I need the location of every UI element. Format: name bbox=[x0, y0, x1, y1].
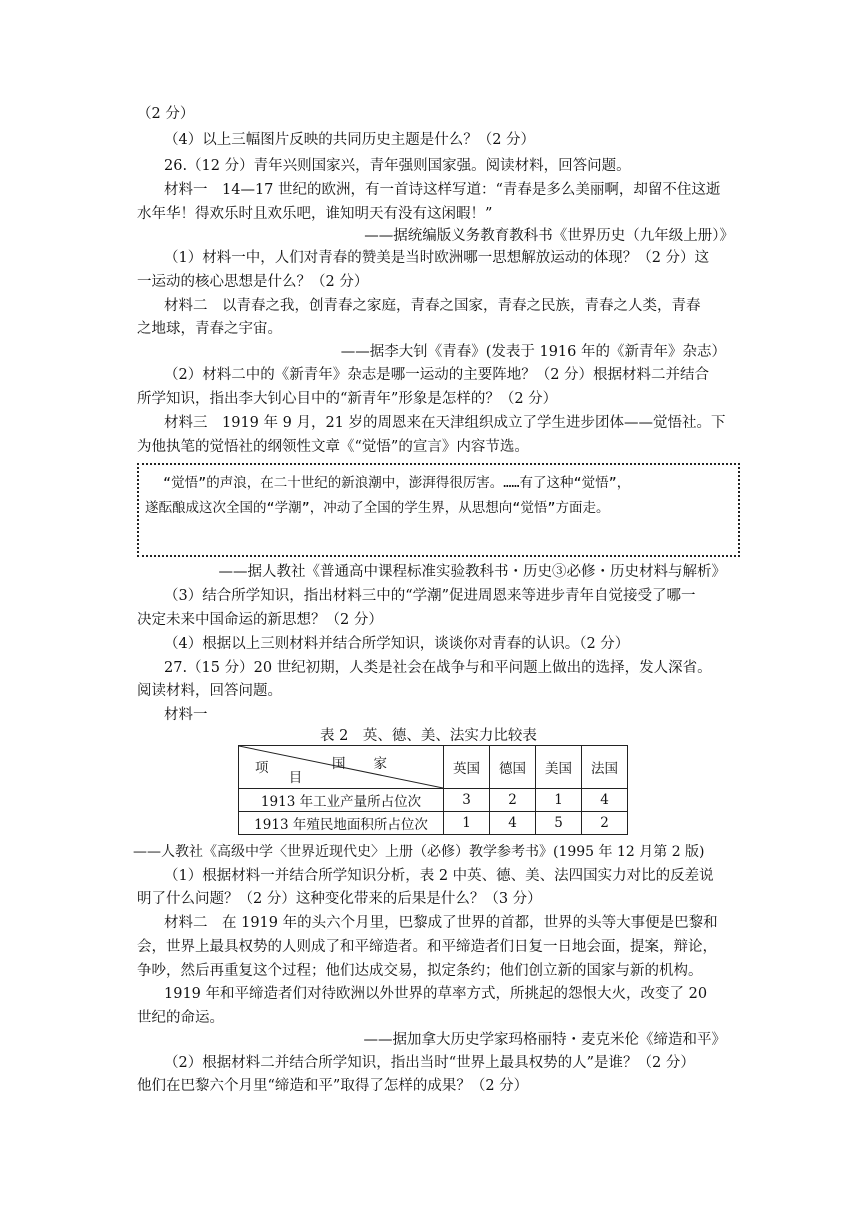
material-text: 为他执笔的觉悟社的纲领性文章《“觉悟”的宣言》内容节选。 bbox=[137, 439, 529, 455]
table-cell: 2 bbox=[582, 812, 628, 835]
material-text: 争吵，然后再重复这个过程；他们达成交易，拟定条约；他们创立新的国家与新的机构。 bbox=[137, 963, 703, 979]
table-cell: 3 bbox=[444, 789, 490, 812]
quote-line: 遂酝酿成这次全国的“学潮”，冲动了全国的学生界，从思想向“觉悟”方面走。 bbox=[145, 500, 610, 516]
question-title: 26.（12 分）青年兴则国家兴，青年强则国家强。阅读材料，回答问题。 bbox=[164, 158, 631, 174]
diagonal-header-cell bbox=[239, 746, 444, 789]
column-header: 美国 bbox=[536, 746, 582, 789]
comparison-table bbox=[238, 745, 628, 835]
quote-box bbox=[137, 463, 740, 557]
text-line: 阅读材料，回答问题。 bbox=[137, 683, 282, 699]
question-line: 明了什么问题？（2 分）这种变化带来的后果是什么？（3 分） bbox=[137, 891, 542, 907]
table-row bbox=[239, 789, 628, 812]
question-line: （1）材料一中，人们对青春的赞美是当时欧洲哪一思想解放运动的体现？（2 分）这 bbox=[164, 250, 710, 266]
question-line: 决定未来中国命运的新思想？（2 分） bbox=[137, 612, 383, 628]
column-header: 英国 bbox=[444, 746, 490, 789]
material-text: 世纪的命运。 bbox=[137, 1010, 224, 1026]
material-text: 1919 年和平缔造者们对待欧洲以外世界的草率方式，所挑起的怨恨大火，改变了 20 bbox=[164, 986, 708, 1002]
source-citation: ——据人教社《普通高中课程标准实验教科书・历史③必修・历史材料与解析》 bbox=[218, 564, 726, 580]
question-line: （2）根据材料二并结合所学知识，指出当时“世界上最具权势的人”是谁？（2 分） bbox=[164, 1055, 695, 1071]
question-line: 所学知识，指出李大钊心目中的“新青年”形象是怎样的？（2 分） bbox=[137, 391, 558, 407]
source-citation: ——人教社《高级中学〈世界近现代史〉上册（必修）教学参考书》(1995 年 12 月第 2 版) bbox=[133, 844, 705, 860]
material-text: 材料二 以青春之我，创青春之家庭，青春之国家，青春之民族，青春之人类，青春 bbox=[164, 298, 701, 314]
header-item-char: 项 bbox=[255, 760, 269, 776]
quote-line: “觉悟”的声浪，在二十世纪的新浪潮中，澎湃得很厉害。……有了这种“觉悟”， bbox=[163, 475, 631, 491]
table-cell: 4 bbox=[490, 812, 536, 835]
column-header: 法国 bbox=[582, 746, 628, 789]
table-header-row bbox=[239, 746, 628, 789]
header-item-char: 目 bbox=[288, 770, 303, 786]
question-line: （4）以上三幅图片反映的共同历史主题是什么？（2 分） bbox=[164, 132, 536, 148]
table-caption: 表 2 英、德、美、法实力比较表 bbox=[320, 728, 537, 744]
material-text: 之地球，青春之宇宙。 bbox=[137, 321, 282, 337]
table-cell: 4 bbox=[582, 789, 628, 812]
table-cell: 2 bbox=[490, 789, 536, 812]
source-citation: ——据李大钊《青春》(发表于 1916 年的《新青年》杂志） bbox=[340, 344, 726, 360]
material-label: 材料一 bbox=[164, 707, 208, 723]
material-text: 水年华！得欢乐时且欢乐吧，谁知明天有没有这闲暇！” bbox=[137, 206, 493, 222]
material-text: 材料一 14—17 世纪的欧洲，有一首诗这样写道：“青春是多么美丽啊，却留不住这逝 bbox=[164, 182, 721, 198]
question-line: （3）结合所学知识，指出材料三中的“学潮”促进周恩来等进步青年自觉接受了哪一 bbox=[164, 588, 696, 604]
row-label: 1913 年殖民地面积所占位次 bbox=[239, 812, 444, 835]
question-line: 他们在巴黎六个月里“缔造和平”取得了怎样的成果？（2 分） bbox=[137, 1078, 529, 1094]
table-row bbox=[239, 812, 628, 835]
material-text: 材料三 1919 年 9 月，21 岁的周恩来在天津组织成立了学生进步团体——觉悟社。下 bbox=[164, 415, 726, 431]
question-line: 一运动的核心思想是什么？（2 分） bbox=[137, 274, 369, 290]
material-text: 会，世界上最具权势的人则成了和平缔造者。和平缔造者们日复一日地会面，提案，辩论， bbox=[137, 939, 717, 955]
row-label: 1913 年工业产量所占位次 bbox=[239, 789, 444, 812]
header-item-label bbox=[255, 760, 303, 786]
source-citation: ——据加拿大历史学家玛格丽特・麦克米伦《缔造和平》 bbox=[363, 1032, 726, 1048]
table-cell: 1 bbox=[536, 789, 582, 812]
header-country-label: 国家 bbox=[332, 756, 415, 772]
text-line: （2 分） bbox=[137, 106, 195, 122]
question-line: （2）材料二中的《新青年》杂志是哪一运动的主要阵地？（2 分）根据材料二并结合 bbox=[164, 367, 710, 383]
question-line: （4）根据以上三则材料并结合所学知识，谈谈你对青春的认识。（2 分） bbox=[164, 636, 630, 652]
question-line: （1）根据材料一并结合所学知识分析，表 2 中英、德、美、法四国实力对比的反差说 bbox=[164, 868, 714, 884]
table-cell: 1 bbox=[444, 812, 490, 835]
question-title: 27.（15 分）20 世纪初期，人类是社会在战争与和平问题上做出的选择，发人深省。 bbox=[164, 660, 712, 676]
source-citation: ——据统编版义务教育教科书《世界历史（九年级上册）》 bbox=[364, 228, 734, 244]
material-text: 材料二 在 1919 年的头六个月里，巴黎成了世界的首都，世界的头等大事便是巴黎和 bbox=[164, 915, 718, 931]
table-cell: 5 bbox=[536, 812, 582, 835]
column-header: 德国 bbox=[490, 746, 536, 789]
